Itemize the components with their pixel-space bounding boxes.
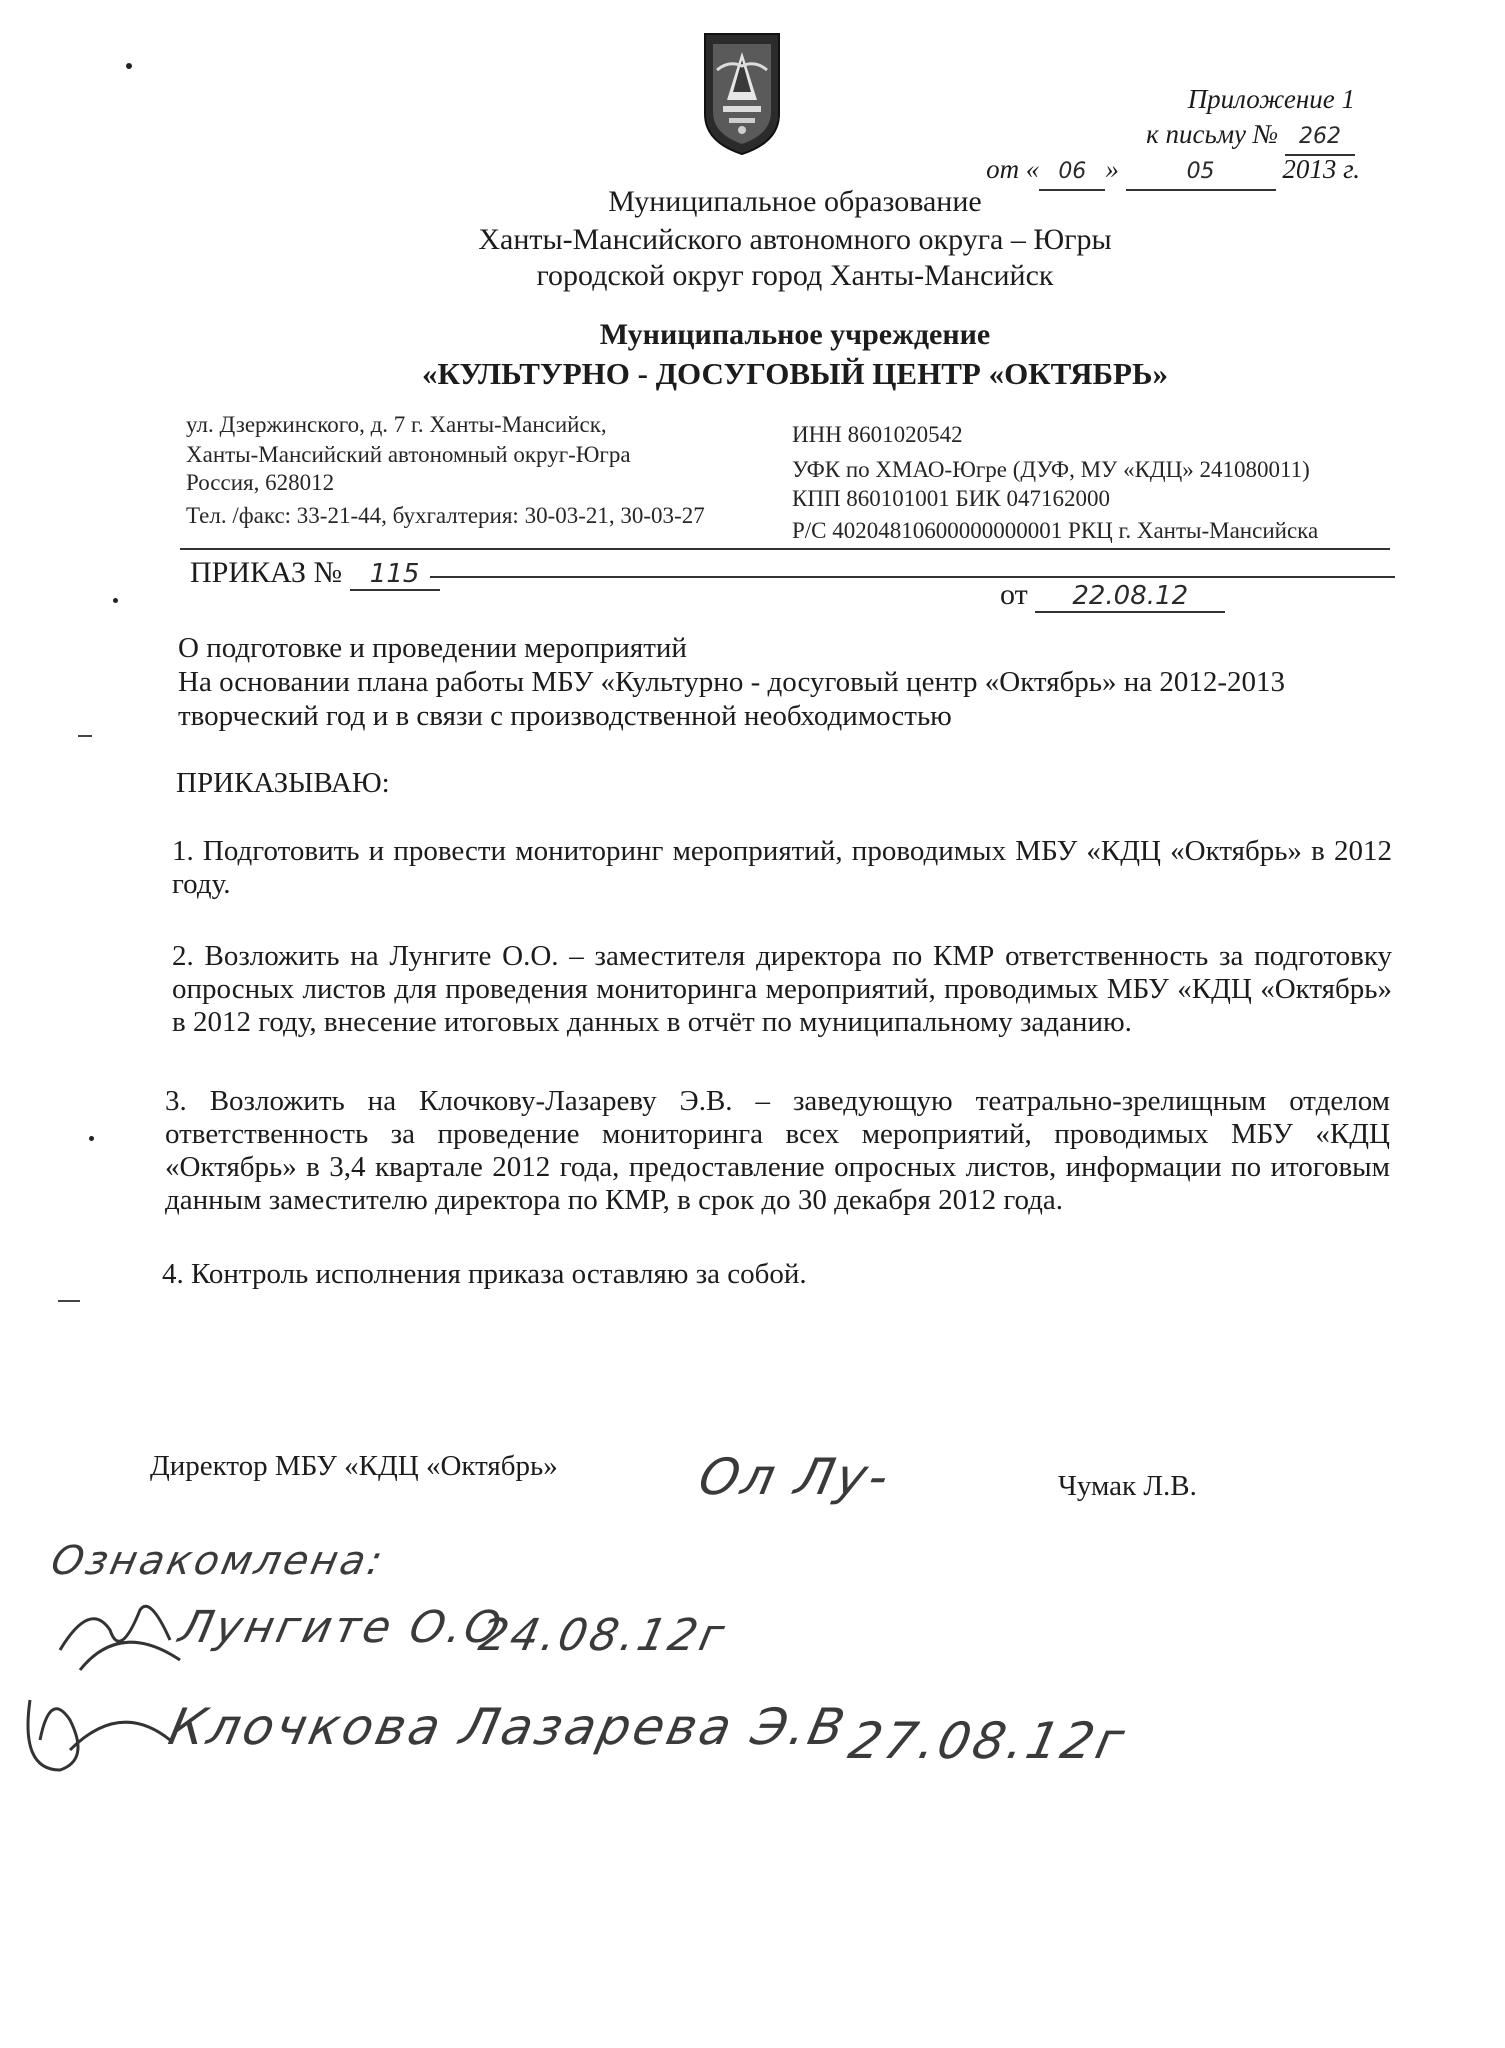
acknowledgement-date-2: 27.08.12г (843, 1712, 1133, 1770)
appendix-letter-ref (1146, 117, 1355, 156)
institution-name: «КУЛЬТУРНО - ДОСУГОВЫЙ ЦЕНТР «ОКТЯБРЬ» (422, 356, 1168, 391)
coat-of-arms-emblem (699, 30, 785, 158)
org-line-3: городской округ город Ханты-Мансийск (536, 259, 1054, 292)
order-date-line (1000, 578, 1225, 613)
org-line-1: Муниципальное образование (608, 185, 982, 218)
appendix-letter-number: 262 (1285, 120, 1355, 156)
org-line-2: Ханты-Мансийского автономного округа – Югры (478, 223, 1112, 256)
order-date: 22.08.12 (1035, 581, 1225, 613)
director-name: Чумак Л.В. (1058, 1470, 1197, 1502)
director-signature: Ол Лу- (693, 1448, 897, 1506)
institution-type: Муниципальное учреждение (599, 318, 991, 351)
appendix-date-prefix: от « (986, 154, 1040, 184)
order-item-2: 2. Возложить на Лунгите О.О. – заместителя директора по КМР ответственность за подготовку опросных листов для проведения мониторинга мероприятий, проводимых МБУ «КДЦ «Октябрь» в 2012 году, внесение итоговых данных в отчёт по муниципальному заданию. (172, 940, 1392, 1038)
ufk-line: УФК по ХМАО-Югре (ДУФ, МУ «КДЦ» 241080011) (792, 457, 1310, 482)
acknowledgement-date-1: 24.08.12г (474, 1610, 732, 1661)
order-item-1: 1. Подготовить и провести мониторинг мероприятий, проводимых МБУ «КДЦ «Октябрь» в 2012 году. (172, 835, 1392, 900)
order-number-line (190, 556, 440, 591)
phone-line: Тел. /факс: 33-21-44, бухгалтерия: 30-03-21, 30-03-27 (186, 503, 705, 528)
basis-line-2: творческий год и в связи с производственной необходимостью (178, 700, 952, 732)
initial-signature-1 (50, 1590, 190, 1680)
account-line: Р/С 40204810600000000001 РКЦ г. Ханты-Мансийска (792, 518, 1319, 543)
appendix-month: 05 (1126, 155, 1276, 191)
acknowledgement-title: Ознакомлена: (47, 1538, 390, 1584)
basis-line-1: На основании плана работы МБУ «Культурно - досуговый центр «Октябрь» на 2012-2013 (178, 666, 1286, 698)
address-line-3: Россия, 628012 (186, 470, 335, 495)
order-line-rule (430, 576, 1395, 578)
appendix-letter-prefix: к письму № (1146, 119, 1279, 149)
appendix-year: 2013 г. (1282, 154, 1360, 184)
director-position: Директор МБУ «КДЦ «Октябрь» (150, 1450, 558, 1482)
order-label: ПРИКАЗ № (190, 556, 343, 589)
order-item-4: 4. Контроль исполнения приказа оставляю за собой. (162, 1258, 807, 1290)
scan-speck (113, 598, 118, 603)
order-word: ПРИКАЗЫВАЮ: (176, 767, 390, 799)
inn-line: ИНН 8601020542 (792, 422, 963, 447)
appendix-title: Приложение 1 (1187, 84, 1355, 114)
scan-speck (89, 1136, 94, 1141)
order-item-3: 3. Возложить на Клочкову-Лазареву Э.В. – заведующую театрально-зрелищным отделом ответственность за проведение мониторинга всех мероприятий, проводимых МБУ «КДЦ «Октябрь» в 3,4 квартале 2012 года, предоставление опросных листов, информации по итоговым данным заместителю директора по КМР, в срок до 30 декабря 2012 года. (165, 1085, 1390, 1216)
scan-mark (78, 735, 92, 737)
scan-mark (58, 1300, 80, 1302)
order-subject: О подготовке и проведении мероприятий (178, 632, 687, 664)
order-date-label: от (1000, 578, 1028, 611)
scan-speck (126, 63, 132, 69)
header-divider (180, 548, 1390, 550)
order-number: 115 (350, 559, 440, 591)
initial-signature-2 (10, 1680, 180, 1790)
appendix-day: 06 (1039, 155, 1105, 191)
address-line-2: Ханты-Мансийский автономный округ-Югра (186, 442, 631, 467)
acknowledgement-name-1: Лунгите О.О (174, 1602, 508, 1653)
kpp-bik-line: КПП 860101001 БИК 047162000 (792, 486, 1110, 511)
acknowledgement-name-2: Клочкова Лазарева Э.В (163, 1698, 853, 1756)
appendix-date-mid: » (1105, 154, 1119, 184)
address-line-1: ул. Дзержинского, д. 7 г. Ханты-Мансийск, (186, 412, 607, 437)
